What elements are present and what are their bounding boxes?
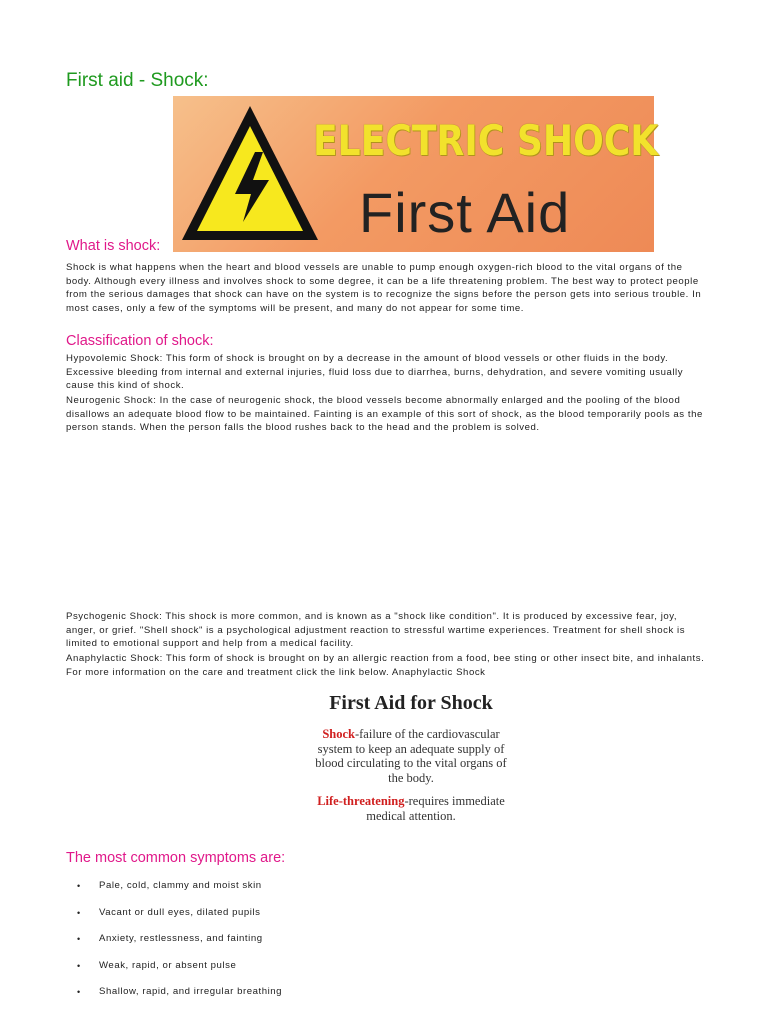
symptoms-heading: The most common symptoms are:: [66, 850, 286, 866]
page-title: First aid - Shock:: [66, 70, 209, 91]
infographic-title: First Aid for Shock: [329, 692, 493, 714]
neurogenic-shock-text: Neurogenic Shock: In the case of neurogenic shock, the blood vessels become abnormally enlarged and the pooling of the blood disallows an adequate blood flow to be maintained. Fainting is an example of this sort of shock, as the blood temporarily pools as the person stands. When the person falls the blood rushes back to the head and the problem is solved.: [66, 395, 703, 434]
high-voltage-warning-icon: [177, 100, 323, 246]
what-is-shock-heading: What is shock:: [66, 238, 161, 254]
symptom-item: • Weak, rapid, or absent pulse: [66, 953, 282, 980]
banner-subtitle: First Aid: [359, 181, 571, 244]
electric-shock-banner: [173, 96, 659, 252]
symptoms-list: [66, 873, 282, 1006]
symptom-item: • Vacant or dull eyes, dilated pupils: [66, 900, 282, 927]
life-threatening-note: [303, 794, 519, 823]
anaphylactic-shock-text: Anaphylactic Shock: This form of shock is brought on by an allergic reaction from a food, bee sting or other insect bite, and inhalants. For more information on the care and treatment click the link below. Anaphylactic Shock: [66, 653, 705, 678]
banner-headline: ELECTRIC SHOCK: [313, 116, 659, 165]
symptom-item: • Shallow, rapid, and irregular breathing: [66, 979, 282, 1006]
life-threatening-text: -requires immediate medical attention.: [366, 794, 505, 823]
life-threatening-term: Life-threatening: [317, 794, 405, 808]
shock-term: Shock: [322, 727, 355, 741]
symptom-item: • Pale, cold, clammy and moist skin: [66, 873, 282, 900]
shock-definition: [307, 727, 515, 785]
psychogenic-shock-text: Psychogenic Shock: This shock is more common, and is known as a "shock like condition". It is produced by excessive fear, joy, anger, or grief. "Shell shock" is a psychological adjustment reaction to stressful wartime experiences. Treatment for shell shock is limited to emotional support and help from a medical facility.: [66, 611, 686, 650]
first-aid-for-shock-infographic: [296, 692, 526, 823]
what-is-shock-text: Shock is what happens when the heart and blood vessels are unable to pump enough oxygen-rich blood to the vital organs of the body. Although every illness and involves shock to some degree, it can be a life threatening problem. The best way to protect people from the serious damages that shock can have on the system is to recognize the signs before the person gets into serious trouble. In most cases, only a few of the symptoms will be present, and many do not appear for some time.: [66, 262, 702, 314]
classification-heading: Classification of shock:: [66, 333, 214, 349]
hypovolemic-shock-text: Hypovolemic Shock: This form of shock is brought on by a decrease in the amount of blood vessels or other fluids in the body. Excessive bleeding from internal and external injuries, fluid loss due to diarrhea, burns, dehydration, and severe vomiting usually cause this kind of shock.: [66, 353, 684, 392]
symptom-item: • Anxiety, restlessness, and fainting: [66, 926, 282, 953]
shock-definition-text: -failure of the cardiovascular system to keep an adequate supply of blood circulating to the vital organs of the body.: [315, 727, 507, 785]
